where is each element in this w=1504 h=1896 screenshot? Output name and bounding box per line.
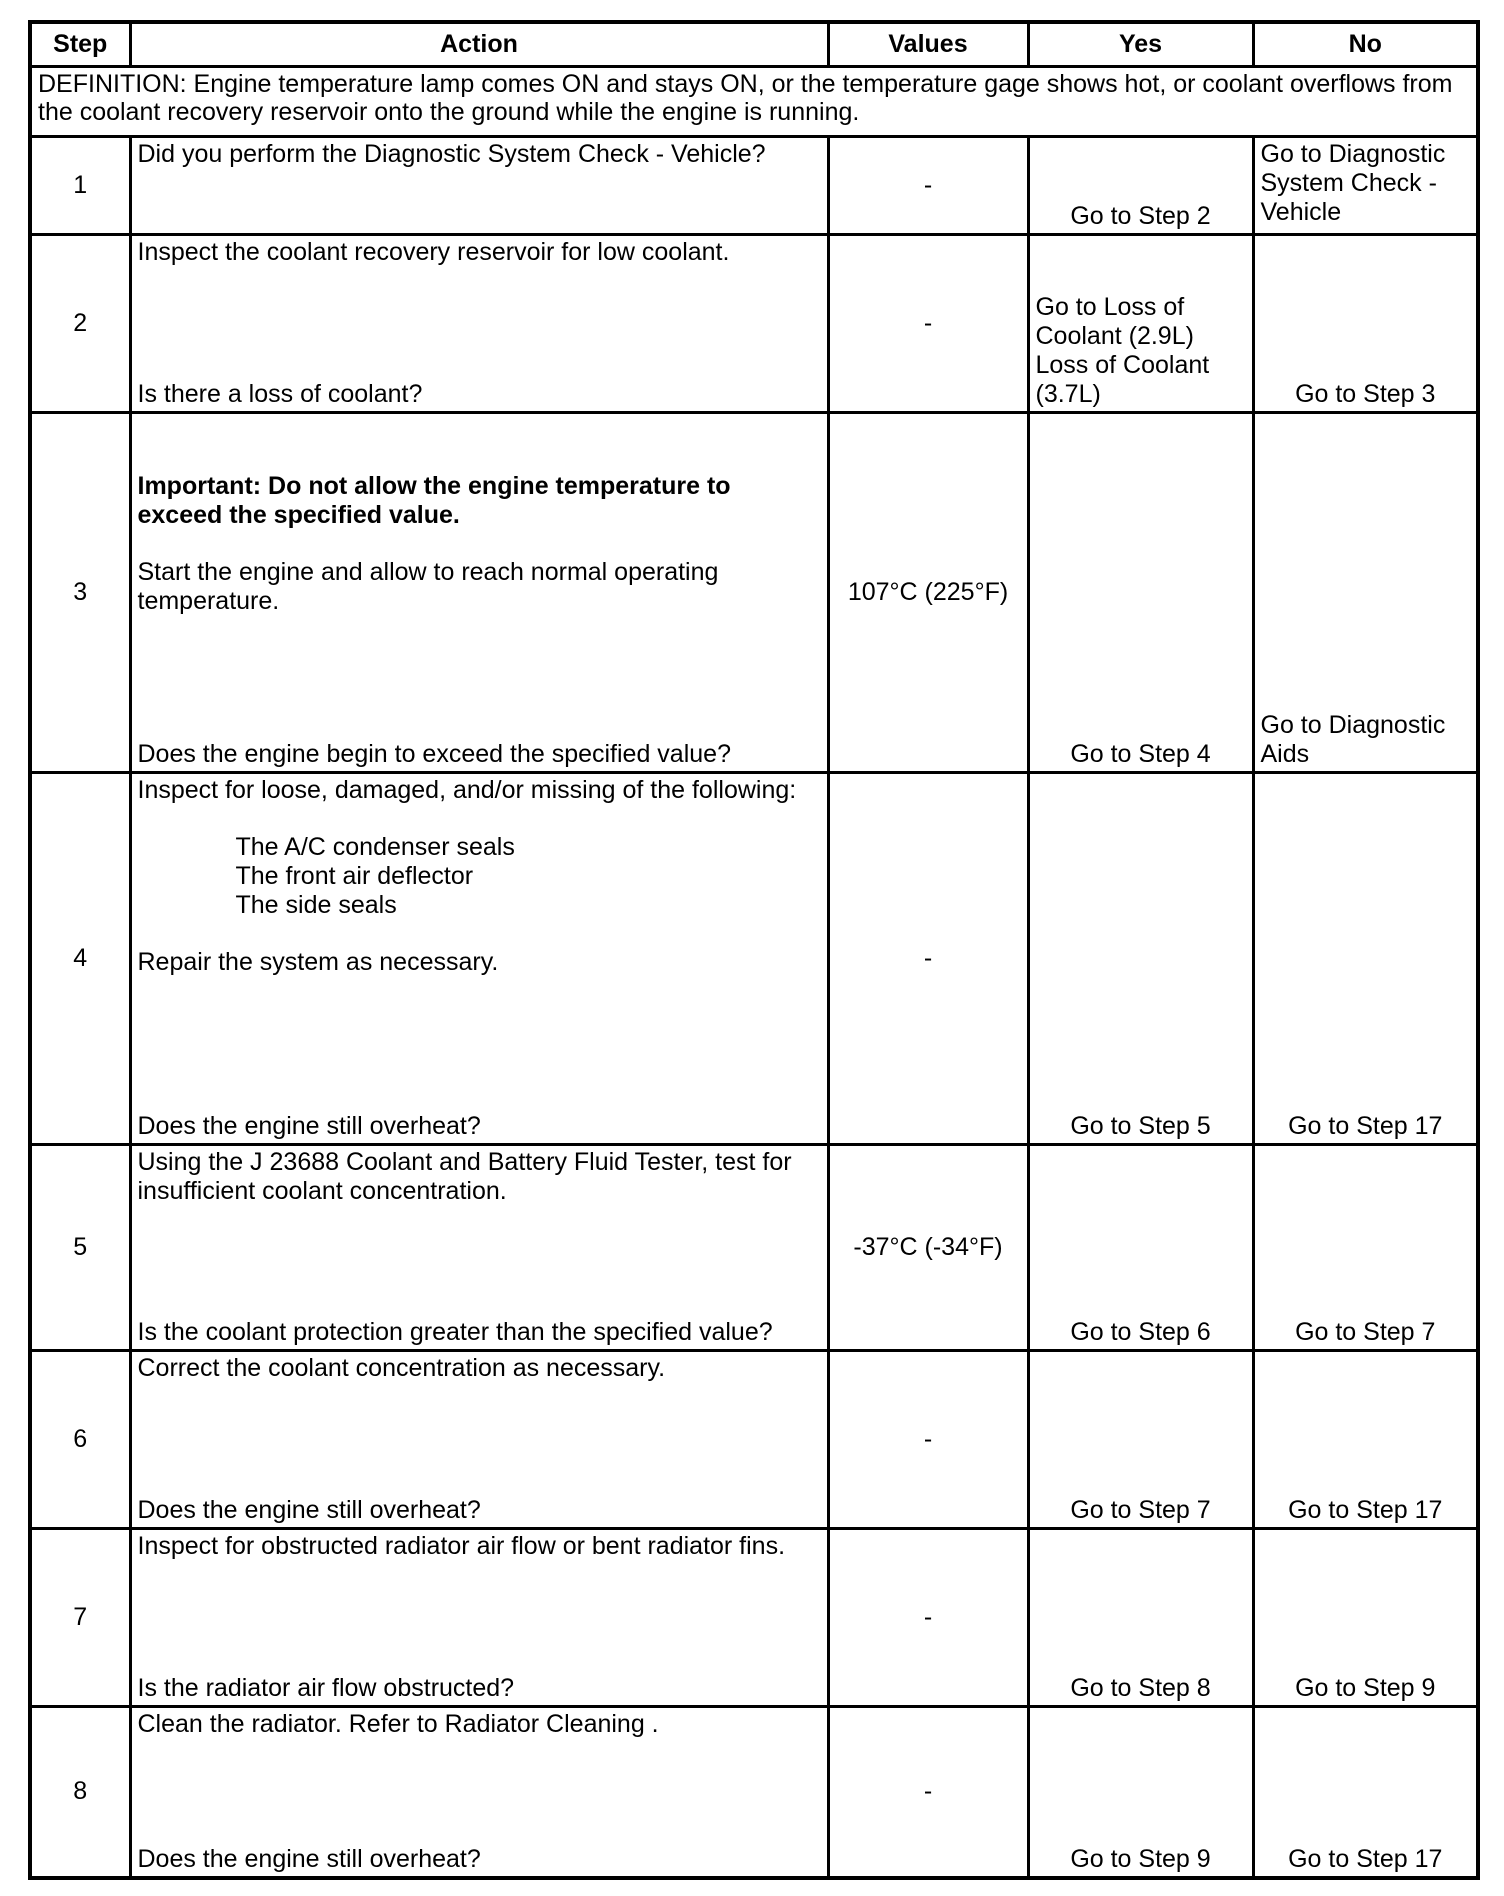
header-yes: Yes xyxy=(1028,22,1253,66)
list-item: The front air deflector xyxy=(235,861,474,890)
action-text: Using the J 23688 Coolant and Battery Fluid Tester, test for insufficient coolant concentration. xyxy=(137,1147,792,1205)
no-cell: Go to Step 7 xyxy=(1253,1144,1478,1350)
action-text: Inspect for loose, damaged, and/or missing of the following: xyxy=(137,775,797,804)
list-item: The side seals xyxy=(235,890,397,919)
action-text: Correct the coolant concentration as necessary. xyxy=(137,1353,666,1382)
value-cell: - xyxy=(828,234,1028,412)
yes-cell: Go to Loss of Coolant (2.9L) Loss of Coolant (3.7L) xyxy=(1028,234,1253,412)
step-number: 3 xyxy=(30,412,130,772)
value-cell: - xyxy=(828,136,1028,234)
step-number: 4 xyxy=(30,772,130,1144)
action-cell xyxy=(130,412,828,772)
repair-text: Repair the system as necessary. xyxy=(137,947,499,976)
question-text: Does the engine begin to exceed the specified value? xyxy=(137,739,731,768)
action-text: Start the engine and allow to reach normal operating temperature. xyxy=(137,557,719,615)
yes-cell: Go to Step 4 xyxy=(1028,412,1253,772)
step-number: 8 xyxy=(30,1706,130,1878)
question-text: Is the radiator air flow obstructed? xyxy=(137,1673,515,1702)
header-no: No xyxy=(1253,22,1478,66)
step-number: 2 xyxy=(30,234,130,412)
table-row xyxy=(30,1144,1478,1350)
header-step: Step xyxy=(30,22,130,66)
action-text: Did you perform the Diagnostic System Check - Vehicle? xyxy=(137,139,766,168)
table-row xyxy=(30,1706,1478,1878)
question-text: Does the engine still overheat? xyxy=(137,1111,481,1140)
header-row xyxy=(30,22,1478,66)
action-text: Inspect for obstructed radiator air flow or bent radiator fins. xyxy=(137,1531,786,1560)
yes-cell: Go to Step 2 xyxy=(1028,136,1253,234)
no-cell: Go to Step 17 xyxy=(1253,1350,1478,1528)
yes-cell: Go to Step 5 xyxy=(1028,772,1253,1144)
question-text: Does the engine still overheat? xyxy=(137,1845,481,1873)
header-values: Values xyxy=(828,22,1028,66)
no-cell: Go to Step 17 xyxy=(1253,1706,1478,1878)
table-row xyxy=(30,136,1478,234)
step-number: 6 xyxy=(30,1350,130,1528)
action-cell xyxy=(130,234,828,412)
step-number: 1 xyxy=(30,136,130,234)
value-cell: - xyxy=(828,1350,1028,1528)
yes-cell: Go to Step 8 xyxy=(1028,1528,1253,1706)
value-cell: - xyxy=(828,772,1028,1144)
question-text: Does the engine still overheat? xyxy=(137,1495,481,1524)
no-cell: Go to Step 9 xyxy=(1253,1528,1478,1706)
value-cell: - xyxy=(828,1528,1028,1706)
no-cell: Go to Diagnostic System Check - Vehicle xyxy=(1253,136,1478,234)
no-cell: Go to Step 3 xyxy=(1253,234,1478,412)
table-row xyxy=(30,1350,1478,1528)
definition-text: DEFINITION: Engine temperature lamp comes ON and stays ON, or the temperature gage shows hot, or coolant overflows from the coolant recovery reservoir onto the ground while the engine is running. xyxy=(30,66,1478,136)
action-cell xyxy=(130,136,828,234)
step-number: 5 xyxy=(30,1144,130,1350)
yes-cell: Go to Step 6 xyxy=(1028,1144,1253,1350)
question-text: Is there a loss of coolant? xyxy=(137,379,423,408)
table-row xyxy=(30,772,1478,1144)
action-cell xyxy=(130,1350,828,1528)
header-action: Action xyxy=(130,22,828,66)
list-item: The A/C condenser seals xyxy=(235,832,515,861)
no-cell: Go to Diagnostic Aids xyxy=(1253,412,1478,772)
document-page xyxy=(28,20,1476,1876)
value-cell: 107°C (225°F) xyxy=(828,412,1028,772)
important-note: Important: Do not allow the engine temperature to exceed the specified value. xyxy=(137,471,731,529)
yes-cell: Go to Step 9 xyxy=(1028,1706,1253,1878)
table-row xyxy=(30,234,1478,412)
table-row xyxy=(30,412,1478,772)
action-cell xyxy=(130,1528,828,1706)
step-number: 7 xyxy=(30,1528,130,1706)
diagnostic-table xyxy=(28,20,1480,1880)
action-cell xyxy=(130,772,828,1144)
no-cell: Go to Step 17 xyxy=(1253,772,1478,1144)
table-row xyxy=(30,1528,1478,1706)
action-text: Clean the radiator. Refer to Radiator Cleaning . xyxy=(137,1709,659,1738)
definition-row xyxy=(30,66,1478,136)
check-list xyxy=(138,833,821,920)
value-cell: - xyxy=(828,1706,1028,1878)
action-cell xyxy=(130,1706,828,1878)
question-text: Is the coolant protection greater than the specified value? xyxy=(137,1317,773,1346)
value-cell: -37°C (-34°F) xyxy=(828,1144,1028,1350)
yes-cell: Go to Step 7 xyxy=(1028,1350,1253,1528)
action-cell xyxy=(130,1144,828,1350)
action-text: Inspect the coolant recovery reservoir for low coolant. xyxy=(137,237,730,266)
